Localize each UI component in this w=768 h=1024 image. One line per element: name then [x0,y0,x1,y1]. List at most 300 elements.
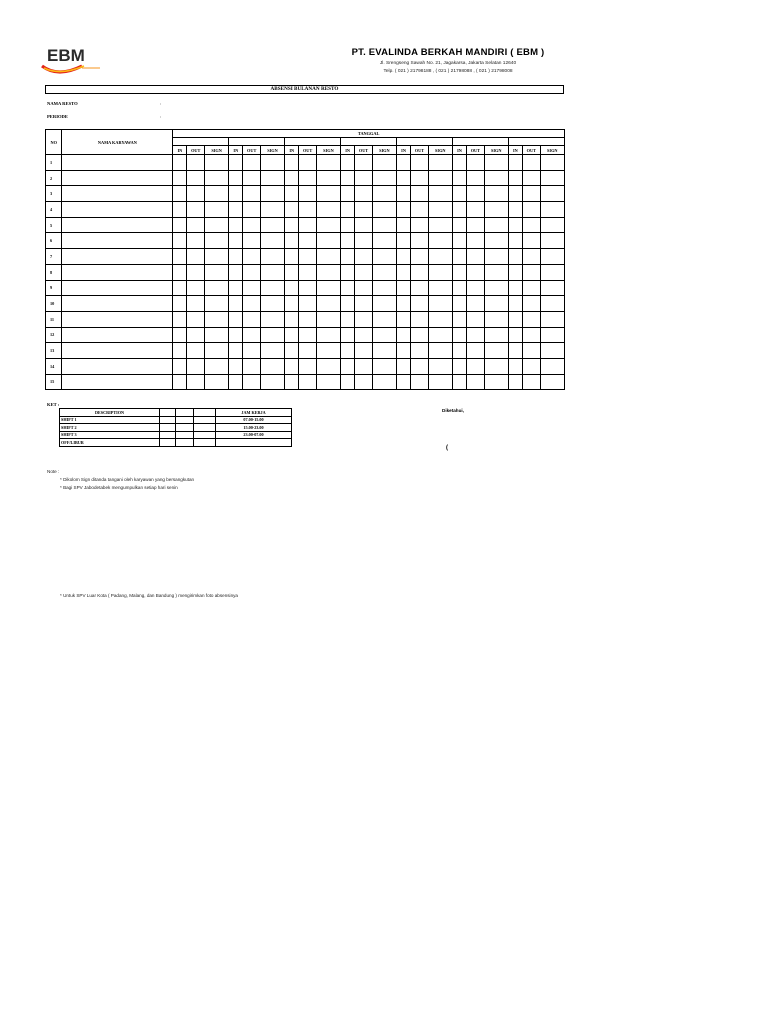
attendance-cell[interactable] [540,155,564,171]
attendance-cell[interactable] [508,311,522,327]
attendance-cell[interactable] [229,296,243,312]
attendance-cell[interactable] [372,327,396,343]
attendance-cell[interactable] [187,170,205,186]
attendance-cell[interactable] [205,264,229,280]
attendance-cell[interactable] [355,170,373,186]
attendance-cell[interactable] [229,264,243,280]
attendance-cell[interactable] [467,155,485,171]
attendance-cell[interactable] [411,233,429,249]
attendance-cell[interactable] [467,327,485,343]
attendance-cell[interactable] [205,249,229,265]
attendance-cell[interactable] [243,296,261,312]
employee-name-cell[interactable] [62,170,173,186]
employee-name-cell[interactable] [62,311,173,327]
attendance-cell[interactable] [173,170,187,186]
date-cell[interactable] [508,138,564,146]
attendance-cell[interactable] [341,202,355,218]
attendance-cell[interactable] [508,264,522,280]
attendance-cell[interactable] [260,280,284,296]
attendance-cell[interactable] [523,264,541,280]
attendance-cell[interactable] [285,202,299,218]
attendance-cell[interactable] [173,358,187,374]
attendance-cell[interactable] [411,264,429,280]
attendance-cell[interactable] [484,280,508,296]
employee-name-cell[interactable] [62,186,173,202]
attendance-cell[interactable] [411,296,429,312]
date-cell[interactable] [229,138,285,146]
attendance-cell[interactable] [396,233,410,249]
attendance-cell[interactable] [523,233,541,249]
attendance-cell[interactable] [187,249,205,265]
attendance-cell[interactable] [243,311,261,327]
attendance-cell[interactable] [243,249,261,265]
attendance-cell[interactable] [452,327,466,343]
attendance-cell[interactable] [523,280,541,296]
employee-name-cell[interactable] [62,280,173,296]
attendance-cell[interactable] [523,155,541,171]
attendance-cell[interactable] [229,186,243,202]
attendance-cell[interactable] [260,233,284,249]
attendance-cell[interactable] [205,202,229,218]
attendance-cell[interactable] [260,264,284,280]
date-cell[interactable] [173,138,229,146]
attendance-cell[interactable] [229,311,243,327]
attendance-cell[interactable] [372,280,396,296]
attendance-cell[interactable] [229,217,243,233]
attendance-cell[interactable] [243,374,261,390]
attendance-cell[interactable] [484,343,508,359]
attendance-cell[interactable] [411,311,429,327]
attendance-cell[interactable] [396,202,410,218]
attendance-cell[interactable] [316,217,340,233]
attendance-cell[interactable] [341,186,355,202]
attendance-cell[interactable] [428,327,452,343]
attendance-cell[interactable] [508,374,522,390]
employee-name-cell[interactable] [62,217,173,233]
attendance-cell[interactable] [316,374,340,390]
attendance-cell[interactable] [173,296,187,312]
attendance-cell[interactable] [299,311,317,327]
attendance-cell[interactable] [316,327,340,343]
attendance-cell[interactable] [508,358,522,374]
attendance-cell[interactable] [316,233,340,249]
attendance-cell[interactable] [428,155,452,171]
attendance-cell[interactable] [428,358,452,374]
attendance-cell[interactable] [540,327,564,343]
attendance-cell[interactable] [285,155,299,171]
attendance-cell[interactable] [484,186,508,202]
attendance-cell[interactable] [243,280,261,296]
attendance-cell[interactable] [260,202,284,218]
attendance-cell[interactable] [355,155,373,171]
attendance-cell[interactable] [428,280,452,296]
attendance-cell[interactable] [243,264,261,280]
attendance-cell[interactable] [452,202,466,218]
attendance-cell[interactable] [452,186,466,202]
attendance-cell[interactable] [540,343,564,359]
attendance-cell[interactable] [396,170,410,186]
attendance-cell[interactable] [467,296,485,312]
attendance-cell[interactable] [205,186,229,202]
attendance-cell[interactable] [285,374,299,390]
attendance-cell[interactable] [508,343,522,359]
attendance-cell[interactable] [484,296,508,312]
attendance-cell[interactable] [508,217,522,233]
attendance-cell[interactable] [508,186,522,202]
attendance-cell[interactable] [205,280,229,296]
date-cell[interactable] [341,138,397,146]
attendance-cell[interactable] [299,249,317,265]
attendance-cell[interactable] [229,374,243,390]
attendance-cell[interactable] [467,343,485,359]
attendance-cell[interactable] [467,374,485,390]
attendance-cell[interactable] [523,327,541,343]
attendance-cell[interactable] [187,217,205,233]
attendance-cell[interactable] [187,296,205,312]
attendance-cell[interactable] [467,186,485,202]
attendance-cell[interactable] [285,327,299,343]
attendance-cell[interactable] [341,217,355,233]
attendance-cell[interactable] [341,296,355,312]
attendance-cell[interactable] [396,374,410,390]
attendance-cell[interactable] [428,233,452,249]
attendance-cell[interactable] [523,296,541,312]
attendance-cell[interactable] [484,233,508,249]
attendance-cell[interactable] [484,327,508,343]
attendance-cell[interactable] [355,280,373,296]
employee-name-cell[interactable] [62,327,173,343]
attendance-cell[interactable] [243,202,261,218]
attendance-cell[interactable] [411,170,429,186]
attendance-cell[interactable] [372,296,396,312]
attendance-cell[interactable] [484,202,508,218]
attendance-cell[interactable] [187,358,205,374]
attendance-cell[interactable] [411,249,429,265]
attendance-cell[interactable] [452,358,466,374]
attendance-cell[interactable] [341,311,355,327]
attendance-cell[interactable] [243,217,261,233]
attendance-cell[interactable] [372,186,396,202]
attendance-cell[interactable] [540,249,564,265]
attendance-cell[interactable] [467,280,485,296]
attendance-cell[interactable] [452,311,466,327]
attendance-cell[interactable] [229,155,243,171]
attendance-cell[interactable] [260,170,284,186]
attendance-cell[interactable] [260,327,284,343]
attendance-cell[interactable] [229,249,243,265]
attendance-cell[interactable] [467,217,485,233]
attendance-cell[interactable] [452,296,466,312]
attendance-cell[interactable] [508,233,522,249]
employee-name-cell[interactable] [62,358,173,374]
attendance-cell[interactable] [285,217,299,233]
attendance-cell[interactable] [229,327,243,343]
attendance-cell[interactable] [355,202,373,218]
attendance-cell[interactable] [523,311,541,327]
attendance-cell[interactable] [260,343,284,359]
attendance-cell[interactable] [173,233,187,249]
attendance-cell[interactable] [299,358,317,374]
date-cell[interactable] [285,138,341,146]
attendance-cell[interactable] [243,358,261,374]
attendance-cell[interactable] [484,264,508,280]
attendance-cell[interactable] [260,155,284,171]
attendance-cell[interactable] [467,264,485,280]
attendance-cell[interactable] [243,233,261,249]
attendance-cell[interactable] [316,280,340,296]
employee-name-cell[interactable] [62,233,173,249]
attendance-cell[interactable] [173,343,187,359]
attendance-cell[interactable] [372,233,396,249]
attendance-cell[interactable] [484,170,508,186]
attendance-cell[interactable] [316,186,340,202]
date-cell[interactable] [396,138,452,146]
attendance-cell[interactable] [428,374,452,390]
attendance-cell[interactable] [285,358,299,374]
attendance-cell[interactable] [187,202,205,218]
attendance-cell[interactable] [173,280,187,296]
attendance-cell[interactable] [428,186,452,202]
attendance-cell[interactable] [372,155,396,171]
attendance-cell[interactable] [243,343,261,359]
attendance-cell[interactable] [411,202,429,218]
attendance-cell[interactable] [187,311,205,327]
attendance-cell[interactable] [299,280,317,296]
attendance-cell[interactable] [372,374,396,390]
attendance-cell[interactable] [508,280,522,296]
attendance-cell[interactable] [341,249,355,265]
attendance-cell[interactable] [355,311,373,327]
attendance-cell[interactable] [173,374,187,390]
attendance-cell[interactable] [285,249,299,265]
attendance-cell[interactable] [372,202,396,218]
attendance-cell[interactable] [540,358,564,374]
attendance-cell[interactable] [229,233,243,249]
attendance-cell[interactable] [411,358,429,374]
employee-name-cell[interactable] [62,249,173,265]
attendance-cell[interactable] [467,249,485,265]
attendance-cell[interactable] [428,311,452,327]
attendance-cell[interactable] [484,217,508,233]
attendance-cell[interactable] [299,155,317,171]
attendance-cell[interactable] [428,170,452,186]
employee-name-cell[interactable] [62,296,173,312]
attendance-cell[interactable] [428,296,452,312]
attendance-cell[interactable] [411,327,429,343]
attendance-cell[interactable] [428,343,452,359]
attendance-cell[interactable] [316,264,340,280]
attendance-cell[interactable] [341,155,355,171]
attendance-cell[interactable] [243,170,261,186]
attendance-cell[interactable] [260,186,284,202]
attendance-cell[interactable] [260,374,284,390]
attendance-cell[interactable] [285,264,299,280]
attendance-cell[interactable] [316,311,340,327]
attendance-cell[interactable] [372,311,396,327]
attendance-cell[interactable] [285,311,299,327]
attendance-cell[interactable] [508,202,522,218]
attendance-cell[interactable] [285,343,299,359]
attendance-cell[interactable] [540,264,564,280]
attendance-cell[interactable] [229,280,243,296]
employee-name-cell[interactable] [62,374,173,390]
attendance-cell[interactable] [508,249,522,265]
attendance-cell[interactable] [299,233,317,249]
attendance-cell[interactable] [523,358,541,374]
attendance-cell[interactable] [285,233,299,249]
attendance-cell[interactable] [540,374,564,390]
attendance-cell[interactable] [428,202,452,218]
attendance-cell[interactable] [173,155,187,171]
attendance-cell[interactable] [372,264,396,280]
attendance-cell[interactable] [187,233,205,249]
attendance-cell[interactable] [396,343,410,359]
attendance-cell[interactable] [523,186,541,202]
attendance-cell[interactable] [299,217,317,233]
attendance-cell[interactable] [285,170,299,186]
attendance-cell[interactable] [299,374,317,390]
attendance-cell[interactable] [355,249,373,265]
attendance-cell[interactable] [205,155,229,171]
attendance-cell[interactable] [540,202,564,218]
attendance-cell[interactable] [355,186,373,202]
attendance-cell[interactable] [299,170,317,186]
attendance-cell[interactable] [396,358,410,374]
attendance-cell[interactable] [260,358,284,374]
attendance-cell[interactable] [243,155,261,171]
attendance-cell[interactable] [316,249,340,265]
attendance-cell[interactable] [205,311,229,327]
attendance-cell[interactable] [173,264,187,280]
attendance-cell[interactable] [229,170,243,186]
attendance-cell[interactable] [229,343,243,359]
attendance-cell[interactable] [299,186,317,202]
attendance-cell[interactable] [187,280,205,296]
attendance-cell[interactable] [173,217,187,233]
attendance-cell[interactable] [341,374,355,390]
attendance-cell[interactable] [229,358,243,374]
attendance-cell[interactable] [467,311,485,327]
attendance-cell[interactable] [452,249,466,265]
attendance-cell[interactable] [187,155,205,171]
attendance-cell[interactable] [205,170,229,186]
attendance-cell[interactable] [411,186,429,202]
date-cell[interactable] [452,138,508,146]
attendance-cell[interactable] [341,233,355,249]
attendance-cell[interactable] [523,249,541,265]
attendance-cell[interactable] [484,358,508,374]
attendance-cell[interactable] [452,217,466,233]
attendance-cell[interactable] [484,311,508,327]
attendance-cell[interactable] [187,327,205,343]
attendance-cell[interactable] [316,202,340,218]
attendance-cell[interactable] [452,343,466,359]
attendance-cell[interactable] [299,296,317,312]
attendance-cell[interactable] [540,186,564,202]
attendance-cell[interactable] [467,358,485,374]
attendance-cell[interactable] [260,249,284,265]
attendance-cell[interactable] [428,249,452,265]
attendance-cell[interactable] [173,327,187,343]
attendance-cell[interactable] [396,249,410,265]
attendance-cell[interactable] [396,296,410,312]
attendance-cell[interactable] [355,296,373,312]
attendance-cell[interactable] [508,155,522,171]
employee-name-cell[interactable] [62,155,173,171]
attendance-cell[interactable] [540,296,564,312]
attendance-cell[interactable] [428,264,452,280]
attendance-cell[interactable] [396,311,410,327]
attendance-cell[interactable] [355,217,373,233]
attendance-cell[interactable] [452,374,466,390]
attendance-cell[interactable] [540,217,564,233]
attendance-cell[interactable] [508,170,522,186]
attendance-cell[interactable] [523,202,541,218]
attendance-cell[interactable] [260,311,284,327]
attendance-cell[interactable] [187,264,205,280]
attendance-cell[interactable] [467,202,485,218]
attendance-cell[interactable] [316,170,340,186]
employee-name-cell[interactable] [62,264,173,280]
attendance-cell[interactable] [396,186,410,202]
attendance-cell[interactable] [540,233,564,249]
attendance-cell[interactable] [540,280,564,296]
attendance-cell[interactable] [243,327,261,343]
attendance-cell[interactable] [411,155,429,171]
attendance-cell[interactable] [396,217,410,233]
attendance-cell[interactable] [243,186,261,202]
attendance-cell[interactable] [316,343,340,359]
attendance-cell[interactable] [411,374,429,390]
attendance-cell[interactable] [187,186,205,202]
attendance-cell[interactable] [316,358,340,374]
attendance-cell[interactable] [467,233,485,249]
attendance-cell[interactable] [355,327,373,343]
attendance-cell[interactable] [396,327,410,343]
attendance-cell[interactable] [285,186,299,202]
attendance-cell[interactable] [299,264,317,280]
attendance-cell[interactable] [484,249,508,265]
attendance-cell[interactable] [205,358,229,374]
attendance-cell[interactable] [205,327,229,343]
attendance-cell[interactable] [173,186,187,202]
attendance-cell[interactable] [484,155,508,171]
attendance-cell[interactable] [205,233,229,249]
attendance-cell[interactable] [299,202,317,218]
attendance-cell[interactable] [523,217,541,233]
attendance-cell[interactable] [396,155,410,171]
attendance-cell[interactable] [205,217,229,233]
attendance-cell[interactable] [396,280,410,296]
attendance-cell[interactable] [467,170,485,186]
attendance-cell[interactable] [372,358,396,374]
attendance-cell[interactable] [355,343,373,359]
attendance-cell[interactable] [316,296,340,312]
attendance-cell[interactable] [508,296,522,312]
attendance-cell[interactable] [411,343,429,359]
attendance-cell[interactable] [396,264,410,280]
attendance-cell[interactable] [341,327,355,343]
attendance-cell[interactable] [452,264,466,280]
attendance-cell[interactable] [187,343,205,359]
attendance-cell[interactable] [372,170,396,186]
attendance-cell[interactable] [372,249,396,265]
attendance-cell[interactable] [428,217,452,233]
attendance-cell[interactable] [205,343,229,359]
attendance-cell[interactable] [452,280,466,296]
attendance-cell[interactable] [299,343,317,359]
attendance-cell[interactable] [173,311,187,327]
